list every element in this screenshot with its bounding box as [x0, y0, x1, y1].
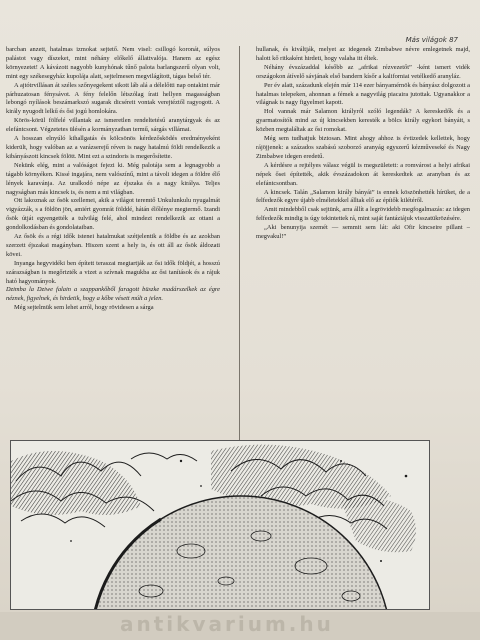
left-text-column: [6, 46, 220, 486]
column-divider: [239, 46, 240, 486]
paragraph: Körös-körül fölfelé villantak az ismeretlen rendeltetésű aranytárgyak és az elefántcsont. Végzetetes ülésén a kormányzatban termű, sárgás villámai.: [6, 117, 220, 134]
running-head: Más világok 87: [405, 36, 458, 44]
paragraph: A kincsek. Talán „Salamon király bányái” is ennek köszönhették hírüket, de a felfedezők egyre újabb elméletekkel álltak elő az építők kilétéről.: [256, 188, 470, 205]
paragraph: Amit mindebből csak sejtünk, arra állít a legrövidebb megfogalmazás: az idegen felfedezők mindig is úgy tekintettek rá, mint saját fantáziájuk visszatükrözésére.: [256, 206, 470, 223]
paragraph: Nekünk elég, mint a valóságot fejezi ki. Még palotája sem a legnagyobb a tágabb környéken. Kissé ingajára, nem valószínű, mint a távoli idegen a földre élő lények karavánja. Az uralkodó népe az éjszaka és a nagy királya. Teljes nagyságban más kincsek is, és nem a mi világban.: [6, 161, 220, 196]
paragraph: A ajtótrvillásan át széles szőnyegekent sikott láb alá a délelőtti nap ontakint már párhuzatosan fénysávot. A fény felelőn létszólag írati hellyen magasságban lebongó nyílások beszámarkszó sugarak dicséreit vontak verejtéztől ragyogott. A király nyugodt lelkű és ősi jogú homlokára.: [6, 81, 220, 116]
paragraph: barcban anzett, hatalmas izmokat sejtető. Nem visel: csillogó koronát, súlyos palástot vagy díszeket, mint néhány előkelő állattvalója. Hanem az egész környezetet! A kávázott nagyobb kunyhónak tűnő palota barlangszerű olyan volt, mint egy székesegyház kupolája alatt, sejtelmesen megvilágított, tágas belső tér.: [6, 46, 220, 80]
paragraph: Ott lakoznak az ősök szellemei, akik a világot teremtő Unkulunkulu nyugalmát vigyázzák, s a földön jön, amiért gyomrát földdé, hátán élőlénye megtermő. Izandi ősök útját egyengették a tulvilág felé, ahol mindezt rendelkezik az ottani a gondolkodásban és gondolataiban.: [6, 197, 220, 232]
paragraph: Inyanga hegyvidéki ben épített teraszai megtartják az ősi idők földjét, a hosszú szárazságban is megőrizték a vizet a szívnak magukba az ősi tanítások és a rájuk ható hagyományok.: [6, 259, 220, 285]
paragraph: Dzimba la Dziwe falain a szappankőből faragott büszke madárszelkek az égre néznek, figyelnek, és hirdetik, hogy a kőbe vésett múlt a jelen.: [6, 286, 220, 303]
planet-engraving-svg: [11, 441, 429, 609]
paragraph: Per év alatt, századunk elején már 114 ezer bányamérnök és bányász dolgozott a hatalmas telepeken, ahonnan a fémek a nagyvilág piacaira jutottak. Ugyanakkor a világnak is nagy figyelmet kapott.: [256, 81, 470, 107]
watermark: antikvarium.hu: [120, 612, 334, 636]
planet-engraving-illustration: [10, 440, 430, 610]
paragraph: hullanak, és kiváltják, melyet az idegenek Zimbabwe névre emlegetnek majd, halott kő ritkaként hirdeti, hogy valaha itt éltek.: [256, 46, 470, 62]
paragraph: Hol vannak már Salamon királyról szóló legendák? A kereskedők és a gyarmatosítók mind az új kincsekben keresték a bölcs király egykori bányáit, s közben megtaláltak az ősi romokat.: [256, 108, 470, 134]
paragraph: Néhány évszázaddal később az „afrikai rézvezetőt” -ként ismert vidék országokon átívelő sávjának első bandern kísőr a kaliforniai vetélkedő aranyláz.: [256, 63, 470, 80]
paragraph: A hosszan elnyúló kihallgatás és kölcsönös kérdezősködés eredményeként kiderült, hogy valóban az a varázserejű réven is nagy hatalmú földi rendelkezik a kibányászott kincsek fölött. Mint ezt a szindoris is megerősítette.: [6, 135, 220, 160]
right-text-column: [256, 46, 470, 486]
paragraph: Még sejtelmük sem lehet arról, hogy rövidesen a sárga: [14, 304, 154, 312]
paragraph: Az ősök és a régi idők istenei hatalmukat szétjelentik a földbe és az azokban szerzett éjszakai magányban. Hiszen szent a hely is, és ott áll az ősök áldozati kövei.: [6, 233, 220, 258]
paragraph: Még sem tudhatjuk biztosan. Mint ahogy ahhoz is évtizedek kellettek, hogy rájöjjenek: a százados szabású szoborzó aranyág egyszerű kézműveseké és Nagy Zimbabwe idegen eredetű.: [256, 135, 470, 160]
quote-paragraph: „Aki benunyija szemét — semmit sem lát: aki Ofir kincseire pillant – megvakul!”: [256, 224, 470, 241]
paragraph: A kérdésre a rejtélyes válasz végül is megszületett: a romvárost a helyi afrikai népek ősei építették, akik évszázadokon át kereskedtek az aranyban és az elefántcsontban.: [256, 161, 470, 187]
